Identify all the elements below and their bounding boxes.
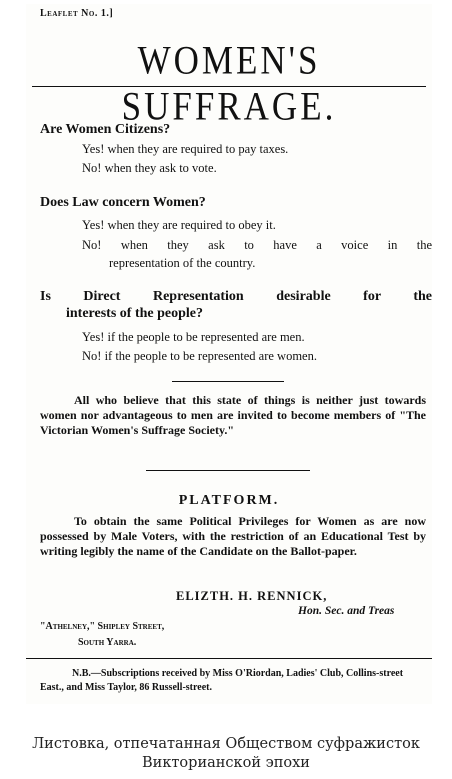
question-3-line2: interests of the people? [66,306,203,321]
answer-3-yes: Yes! if the people to be represented are men. [82,330,305,344]
answer-2-no-line2: representation of the country. [109,256,256,270]
address-line-2: South Yarra. [78,637,137,648]
platform-text: To obtain the same Political Privileges for Women as are now possessed by Male Voters, with the restriction of an Educational Test by writing legibly the name of the Candidate on the Ballot-paper. [40,514,426,558]
answer-1-no: No! when they ask to vote. [82,161,217,175]
leaflet-title: WOMEN'S SUFFRAGE. [121,38,337,129]
answer-1-yes: Yes! when they are required to pay taxes. [82,142,289,156]
leaflet-number: Leaflet No. 1.] [40,8,114,19]
platform-heading: PLATFORM. [178,493,280,508]
divider-rule-1 [172,381,284,382]
caption-line-1: Листовка, отпечатанная Обществом суфражисток [32,736,420,752]
divider-rule-2 [146,470,310,471]
answer-2-no-line1: No! when they ask to have a voice in the [82,238,432,252]
leaflet-image [26,4,432,704]
answer-2-yes: Yes! when they are required to obey it. [82,218,276,232]
address-line-1: "Athelney," Shipley Street, [40,621,165,632]
question-3-line1: Is Direct Representation desirable for the [40,289,432,304]
image-caption [0,735,452,773]
note-divider [26,658,432,659]
signature-name: ELIZTH. H. RENNICK, [176,589,328,603]
appeal-paragraph: All who believe that this state of things is neither just towards women nor advantageous to men are invited to become members of "The Victorian Women's Suffrage Society." [40,393,426,437]
title-divider [32,86,426,87]
question-2: Does Law concern Women? [40,195,206,210]
question-1: Are Women Citizens? [40,122,171,137]
signature-role: Hon. Sec. and Treas [298,605,395,617]
subscription-note: N.B.—Subscriptions received by Miss O'Riordan, Ladies' Club, Collins-street East., and Miss Taylor, 86 Russell-street. [40,668,404,693]
caption-line-2: Викторианской эпохи [142,755,310,771]
answer-3-no: No! if the people to be represented are women. [82,349,317,363]
